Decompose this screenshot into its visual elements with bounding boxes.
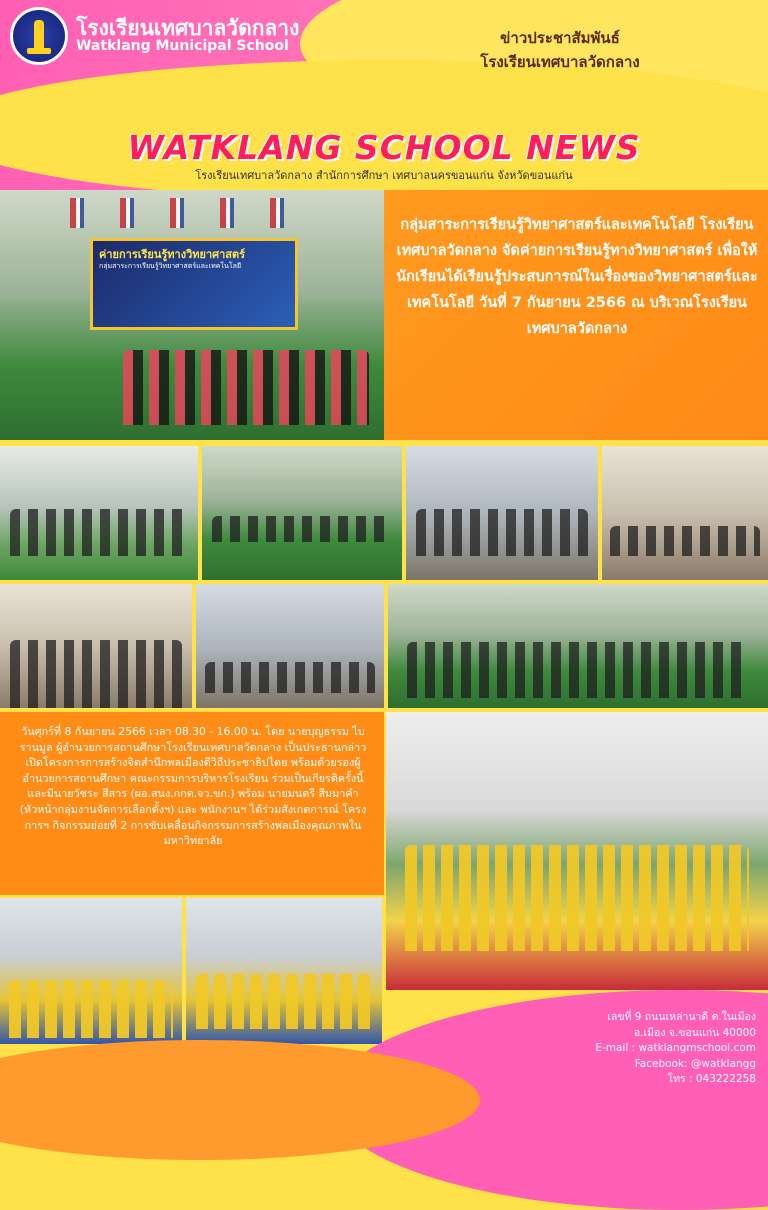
photo-workshop-tables [186, 898, 382, 1044]
detail-paragraph: วันศุกร์ที่ 8 กันยายน 2566 เวลา 08.30 - 16.00 น. โดย นายบุญธรรม ไบรานมูล ผู้อำนวยการสถานศึกษาโรงเรียนเทศบาลวัดกลาง เป็นประธานกล่าวเปิดโครงการการสร้างจิตสำนึกพลเมืองดีวิถีประชาธิปไตย พร้อมด้วยรองผู้อำนวยการสถานศึกษา คณะกรรมการบริหารโรงเรียน ร่วมเป็นเกียรติครั้งนี้ และมีนายวัชระ สีสาร (ผอ.สนง.กกต.จว.ขก.) พร้อม นายมนตรี สีมมาคำ (หัวหน้ากลุ่มงานจัดการเลือกตั้งฯ) และ พนักงานฯ ได้ร่วมสังเกตการณ์ โครงการฯ กิจกรรมย่อยที่ 2 การขับเคลื่อนกิจกรรมการสร้างพลเมืองคุณภาพในมหาวิทยาลัย [19, 725, 367, 848]
banner-title: ค่ายการเรียนรู้ทางวิทยาศาสตร์ [99, 248, 246, 261]
contact-block [595, 1010, 756, 1088]
photo-assembly-hall [0, 898, 182, 1044]
lead-panel [384, 190, 768, 440]
photo-people [610, 526, 759, 555]
newsletter-subtitle: โรงเรียนเทศบาลวัดกลาง สำนักการศึกษา เทศบาลนครขอนแก่น จังหวัดขอนแก่น [195, 169, 573, 182]
logo-base-icon [27, 48, 51, 54]
newsletter-title: WATKLANG SCHOOL NEWS [127, 128, 641, 167]
address-line-1: เลขที่ 9 ถนนเหล่านาดี ต.ในเมือง [607, 1011, 756, 1023]
phone-number: โทร : 043222258 [667, 1073, 756, 1085]
school-logo [10, 7, 68, 65]
hero-photo-science-camp [0, 190, 384, 440]
science-camp-banner [90, 238, 298, 330]
lead-paragraph: กลุ่มสาระการเรียนรู้วิทยาศาสตร์และเทคโนโลยี โรงเรียนเทศบาลวัดกลาง จัดค่ายการเรียนรู้ทางวิทยาศาสตร์ เพื่อให้นักเรียนได้เรียนรู้ประสบการณ์ในเรื่องของวิทยาศาสตร์และเทคโนโลยี วันที่ 7 กันยายน 2566 ณ บริเวณโรงเรียนเทศบาลวัดกลาง [396, 217, 758, 337]
photo-people [407, 642, 749, 698]
photo-people [212, 516, 392, 543]
school-name-english: Watklang Municipal School [76, 38, 289, 54]
photo-courtyard [196, 584, 384, 708]
photo-outdoor-table [406, 446, 598, 580]
photo-group-stage [386, 712, 768, 990]
photo-computer-room [602, 446, 768, 580]
facebook-link[interactable]: Facebook: @watklangg [634, 1057, 756, 1070]
photo-students-hall [0, 446, 198, 580]
photo-students-field-activity [388, 584, 768, 708]
press-release-school: โรงเรียนเทศบาลวัดกลาง [480, 53, 640, 71]
photo-people [10, 509, 188, 556]
photo-people [416, 509, 589, 556]
photo-people [9, 980, 173, 1038]
photo-people [405, 845, 749, 951]
press-release-label: ข่าวประชาสัมพันธ์ [500, 29, 620, 47]
hero-people [123, 350, 369, 425]
school-name-thai: โรงเรียนเทศบาลวัดกลาง [76, 16, 300, 40]
email-link[interactable]: E-mail : watklangmschool.com [595, 1042, 756, 1054]
address-line-2: อ.เมือง จ.ขอนแก่น 40000 [633, 1026, 756, 1039]
photo-people [10, 640, 183, 708]
photo-people [205, 662, 374, 693]
photo-classroom-table [0, 584, 192, 708]
logo-statue-icon [34, 20, 44, 50]
photo-people [196, 974, 372, 1029]
banner-subtitle: กลุ่มสาระการเรียนรู้วิทยาศาสตร์และเทคโนโลยี [99, 262, 242, 270]
photo-activity-field [202, 446, 402, 580]
flags-decoration [70, 198, 310, 228]
detail-panel [0, 712, 384, 895]
